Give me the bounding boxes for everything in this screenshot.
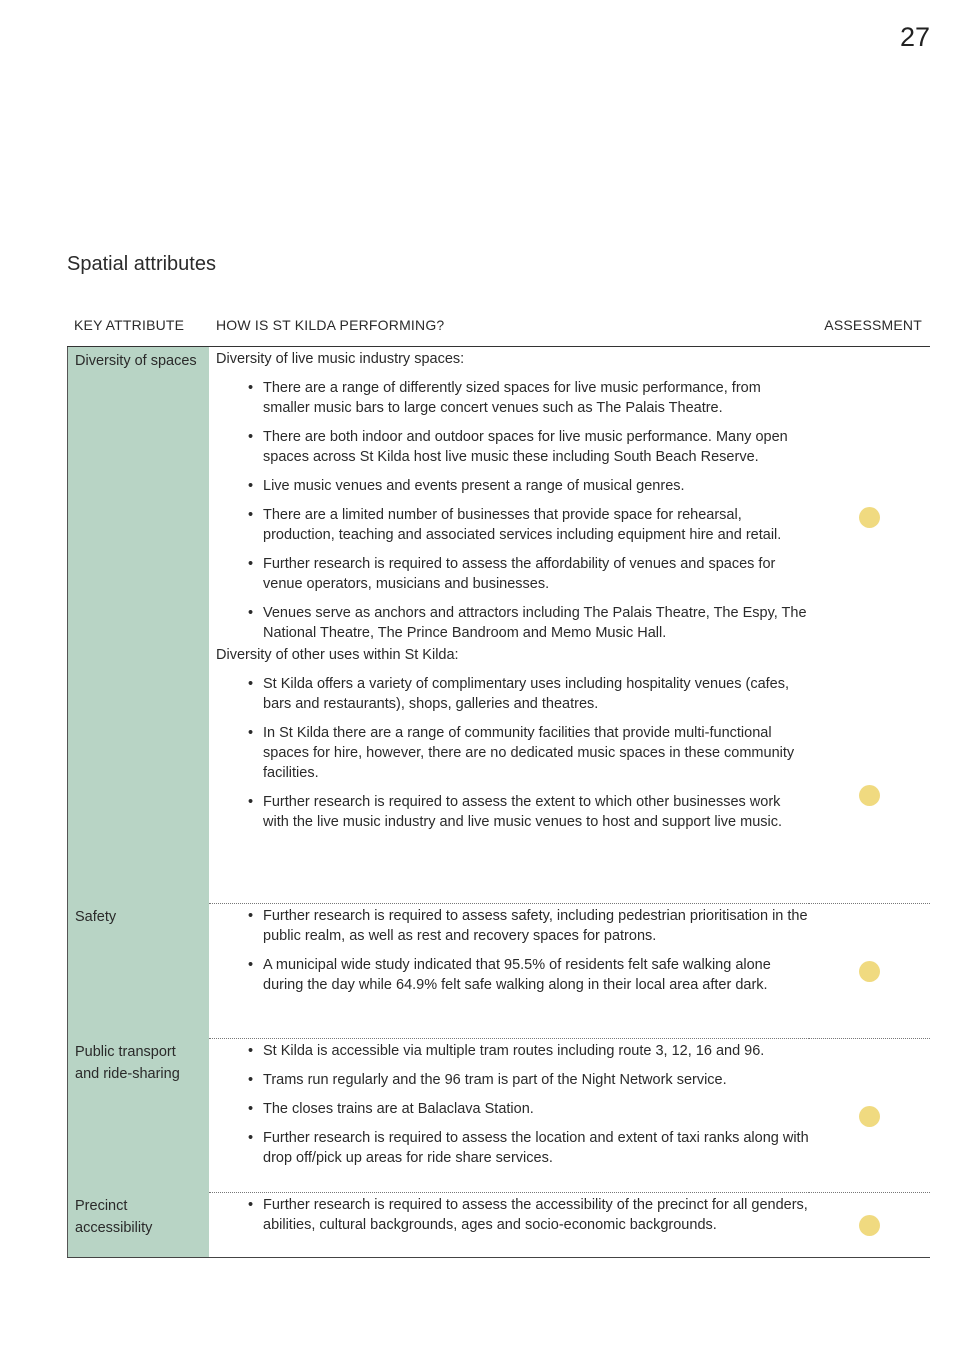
assessment-cell [809, 1192, 930, 1257]
sub-heading: Diversity of other uses within St Kilda: [216, 647, 459, 663]
table-header [67, 316, 930, 347]
list-item: • Further research is required to assess the location and extent of taxi ranks along with drop off/pick up areas for ride share services. [216, 1128, 809, 1168]
header-assessment: ASSESSMENT [824, 317, 922, 333]
bullet-list [216, 1041, 809, 1168]
assessment-indicator [859, 785, 880, 806]
section-title: Spatial attributes [67, 253, 216, 275]
table-row [67, 1192, 930, 1258]
header-key-attribute: KEY ATTRIBUTE [74, 317, 185, 333]
list-item: • There are a range of differently sized spaces for live music performance, from smaller music bars to large concert venues such as The Palais Theatre. [216, 378, 809, 418]
assessment-indicator [859, 1215, 880, 1236]
list-item: • Live music venues and events present a range of musical genres. [216, 476, 809, 496]
list-item: • Further research is required to assess the accessibility of the precinct for all genders, abilities, cultural backgrounds, ages and socio-economic backgrounds. [216, 1195, 809, 1235]
key-attribute-cell: Safety [67, 903, 209, 1038]
performance-cell [209, 1192, 809, 1257]
performance-cell [209, 347, 809, 903]
list-item: • The closes trains are at Balaclava Station. [216, 1099, 809, 1119]
attributes-table [67, 347, 930, 1258]
bullet-list [216, 906, 809, 995]
sub-heading: Diversity of live music industry spaces: [216, 351, 465, 367]
bullet-list [216, 674, 809, 832]
list-item: • Further research is required to assess the extent to which other businesses work with the live music industry and live music venues to host and support live music. [216, 792, 809, 832]
table-row [67, 347, 930, 903]
key-attribute-cell: Diversity of spaces [67, 347, 209, 903]
key-attribute-cell: Public transport and ride-sharing [67, 1038, 209, 1192]
header-how-performing: HOW IS ST KILDA PERFORMING? [216, 317, 445, 333]
assessment-cell [809, 903, 930, 1038]
table-row [67, 903, 930, 1038]
assessment-cell [809, 1038, 930, 1192]
bullet-list [216, 378, 809, 643]
performance-cell [209, 1038, 809, 1192]
assessment-cell [809, 347, 930, 903]
performance-cell [209, 903, 809, 1038]
assessment-indicator [859, 1106, 880, 1127]
list-item: • A municipal wide study indicated that 95.5% of residents felt safe walking alone during the day while 64.9% felt safe walking along in their local area after dark. [216, 955, 809, 995]
key-attribute-cell: Precinct accessibility [67, 1192, 209, 1257]
list-item: • St Kilda is accessible via multiple tram routes including route 3, 12, 16 and 96. [216, 1041, 809, 1061]
list-item: • There are a limited number of businesses that provide space for rehearsal, production, teaching and associated services including equipment hire and retail. [216, 505, 809, 545]
assessment-indicator [859, 507, 880, 528]
page-number: 27 [899, 22, 930, 52]
list-item: • Further research is required to assess safety, including pedestrian prioritisation in the public realm, as well as rest and recovery spaces for patrons. [216, 906, 809, 946]
table-row [67, 1038, 930, 1192]
list-item: • Further research is required to assess the affordability of venues and spaces for venue operators, musicians and businesses. [216, 554, 809, 594]
list-item: • St Kilda offers a variety of complimentary uses including hospitality venues (cafes, bars and restaurants), shops, galleries and theatres. [216, 674, 809, 714]
list-item: • Trams run regularly and the 96 tram is part of the Night Network service. [216, 1070, 809, 1090]
bullet-list [216, 1195, 809, 1235]
list-item: • In St Kilda there are a range of community facilities that provide multi-functional spaces for hire, however, there are no dedicated music spaces in these community facilities. [216, 723, 809, 783]
list-item: • There are both indoor and outdoor spaces for live music performance. Many open spaces across St Kilda host live music these including South Beach Reserve. [216, 427, 809, 467]
list-item: • Venues serve as anchors and attractors including The Palais Theatre, The Espy, The National Theatre, The Prince Bandroom and Memo Music Hall. [216, 603, 809, 643]
assessment-indicator [859, 961, 880, 982]
